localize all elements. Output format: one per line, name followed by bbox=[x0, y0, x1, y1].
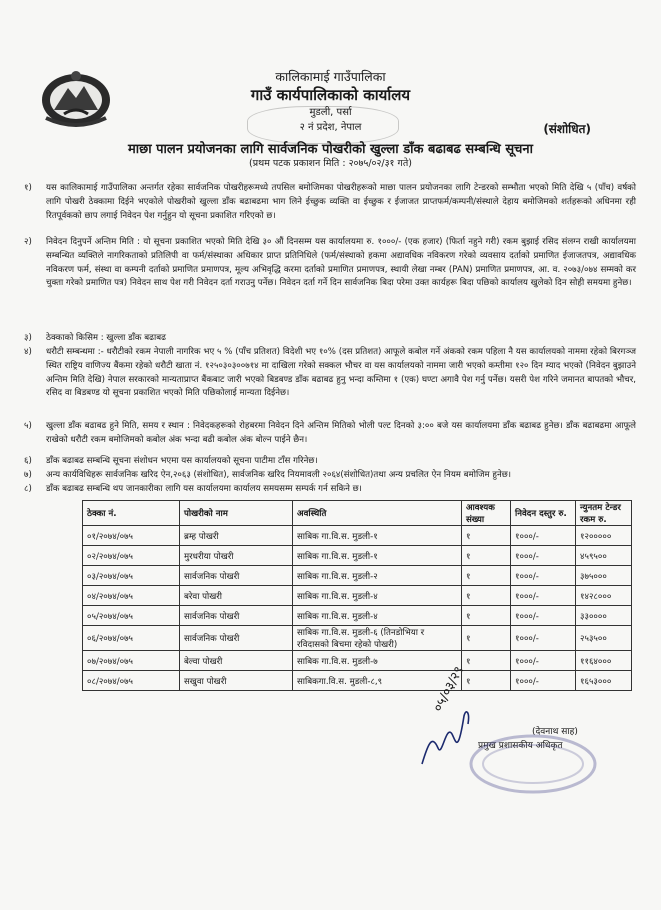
cell-min-amount: १६५३००० bbox=[576, 671, 632, 691]
cell-contract-no: ०४/२०७४/०७५ bbox=[83, 586, 180, 606]
cell-location: साबिक गा.वि.स. मुडली-७ bbox=[293, 651, 462, 671]
cell-min-amount: ३३०००० bbox=[576, 606, 632, 626]
cell-min-amount: १४२८००० bbox=[576, 586, 632, 606]
cell-location: साबिक गा.वि.स. मुडली-४ bbox=[293, 606, 462, 626]
cell-quantity: १ bbox=[462, 526, 511, 546]
cell-fee: १०००/- bbox=[511, 586, 576, 606]
cell-quantity: १ bbox=[462, 566, 511, 586]
cell-pond-name: सार्वजनिक पोखरी bbox=[180, 606, 293, 626]
cell-contract-no: ०८/२०७४/०७५ bbox=[83, 671, 180, 691]
table-row bbox=[83, 651, 632, 671]
cell-contract-no: ०७/२०७४/०७५ bbox=[83, 651, 180, 671]
cell-min-amount: २५३५०० bbox=[576, 626, 632, 651]
paragraph-number: २) bbox=[24, 237, 32, 247]
paragraph-3 bbox=[24, 332, 636, 346]
cell-quantity: १ bbox=[462, 626, 511, 651]
office-place: मुडली, पर्सा bbox=[309, 107, 352, 118]
cell-contract-no: ०६/२०७४/०७५ bbox=[83, 626, 180, 651]
cell-pond-name: सार्वजनिक पोखरी bbox=[180, 626, 293, 651]
col-header-contract-no: ठेक्का नं. bbox=[83, 501, 180, 526]
cell-location: साबिक गा.वि.स. मुडली-६ (तिनडोभिया र रविदासको बिचमा रहेको पोखरी) bbox=[293, 626, 462, 651]
paragraph-5 bbox=[24, 420, 636, 448]
table-row bbox=[83, 566, 632, 586]
cell-fee: १०००/- bbox=[511, 671, 576, 691]
cell-quantity: १ bbox=[462, 606, 511, 626]
cell-contract-no: ०२/२०७४/०७५ bbox=[83, 546, 180, 566]
municipality-name: कालिकामाई गाउँपालिका bbox=[275, 69, 386, 84]
table-row bbox=[83, 546, 632, 566]
cell-pond-name: मुरधरीया पोखरी bbox=[180, 546, 293, 566]
official-seal bbox=[468, 733, 598, 795]
paragraph-text: धरौटी सम्बन्धमा :- धरौटीको रकम नेपाली नागरिक भए ५ % (पाँच प्रतिशत) विदेशी भए १०% (दस प्रतिशत) आफूले कबोल गर्ने अंकको रकम पहिला नै यस कार्यालयको नाममा रहेको बिरगञ्ज स्थित राष्ट्रिय वाणिज्य बैंकमा रहेको धरौटी खाता नं. १२५०३०३००७१४ मा दाखिला गरेको सक्कल भौचर वा यस कार्यालयको नाममा जारी भएको कम्तीमा १२० दिन म्याद भएको (निवेदन बुझाउने अन्तिम मिति देखि) नेपाल सरकारको मान्यताप्राप्त बैंकबाट जारी भएको बिडबण्ड डाँक बढाबढ हुनु भन्दा कम्तिमा १ (एक) घण्टा अगावै पेश गर्नु पर्नेछ। यसरी पेश गरिने जमानत बापतको भौचर, रसिद वा बिडबण्ड यो सूचना प्रकाशित भएको मिति पछिकोलाई मान्यता दिईनेछ। bbox=[46, 347, 636, 399]
cell-min-amount: ११६४००० bbox=[576, 651, 632, 671]
cell-fee: १०००/- bbox=[511, 566, 576, 586]
col-header-fee: निवेदन दस्तुर रु. bbox=[511, 501, 576, 526]
paragraph-text: खुल्ला डाँक बढाबढ हुने मिति, समय र स्थान : निवेदकहरूको रोहबरमा निवेदन दिने अन्तिम मितिको भोली पल्ट दिनको ३:०० बजे यस कार्यालयमा डाँक बढाबढ हुनेछ। डाँक बढाबढमा आफूले राखेको धरौटी रकम बमोजिमको कबोल अंक भन्दा बढी कबोल अंक बोल्न पाईने छैन। bbox=[46, 421, 636, 445]
cell-location: साबिक गा.वि.स. मुडली-२ bbox=[293, 566, 462, 586]
paragraph-number: ८) bbox=[24, 484, 32, 494]
paragraph-text: ठेक्काको किसिम : खुल्ला डाँक बढाबढ bbox=[46, 333, 166, 343]
paragraph-text: डाँक बढाबढ सम्बन्धि थप जानकारीका लागि यस कार्यालयमा कार्यालय समयसम्म सम्पर्क गर्न सकिने छ। bbox=[46, 484, 362, 494]
cell-min-amount: ३७५००० bbox=[576, 566, 632, 586]
table-row bbox=[83, 586, 632, 606]
paragraph-6 bbox=[24, 455, 636, 469]
cell-quantity: १ bbox=[462, 671, 511, 691]
paragraph-8 bbox=[24, 483, 636, 497]
table-header-row bbox=[83, 501, 632, 526]
office-name: गाउँ कार्यपालिकाको कार्यालय bbox=[250, 86, 411, 104]
paragraph-number: ६) bbox=[24, 456, 32, 466]
paragraph-2 bbox=[24, 236, 636, 291]
notice-title: माछा पालन प्रयोजनका लागि सार्वजनिक पोखरीको खुल्ला डाँक बढाबढ सम्बन्धि सूचना bbox=[128, 142, 533, 157]
table-row bbox=[83, 606, 632, 626]
cell-pond-name: सखुवा पोखरी bbox=[180, 671, 293, 691]
cell-quantity: १ bbox=[462, 546, 511, 566]
cell-fee: १०००/- bbox=[511, 526, 576, 546]
cell-min-amount: ४५९५०० bbox=[576, 546, 632, 566]
pond-table bbox=[82, 500, 632, 691]
cell-pond-name: ब्रम्ह पोखरी bbox=[180, 526, 293, 546]
paragraph-text: निवेदन दिनुपर्ने अन्तिम मिति : यो सूचना प्रकाशित भएको मिति देखि ३० औं दिनसम्म यस कार्यालयमा रु. १०००/- (एक हजार) (फिर्ता नहुने गरी) रकम बुझाई रसिद संलग्न राखी कार्यालयमा सम्बन्धित व्यक्तिले नागरिकताको प्रतिलिपी वा फर्म/संस्थाका अधिकार प्राप्त प्रतिनिधिले (फर्म/संस्थाको हकमा अद्यावधिक नविकरण गरेको व्यवसाय दर्ताको प्रमाणित ईजाजतपत्र, अद्यावधिक नविकरण फर्म, संस्था वा कम्पनी दर्ताको प्रमाणित प्रमाणपत्र, मूल्य अभिवृद्धि करमा दर्ताको प्रमाणित प्रमाणपत्र, स्थायी लेखा नम्बर (PAN) प्रमाणित प्रमाणपत्र, आ. व. २०७३/०७४ सम्मको कर चुक्ता गरेको प्रमाणित पत्र) निवेदन साथ पेश गरी निवेदन दर्ता गराउनु पर्नेछ। निवेदन दर्ता गर्ने दिन सार्वजनिक बिदा परेमा उक्त कार्यहरू बिदा पछिको कार्यालय खुलेको दिन सोही समयमा हुनेछ। bbox=[46, 237, 636, 289]
cell-fee: १०००/- bbox=[511, 651, 576, 671]
table-row bbox=[83, 626, 632, 651]
signatory-name: (देवनाथ साह) bbox=[532, 727, 578, 737]
paragraph-number: ७) bbox=[24, 470, 32, 480]
paragraph-number: ४) bbox=[24, 347, 32, 357]
paragraph-text: यस कालिकामाई गाउँपालिका अन्तर्गत रहेका सार्वजनिक पोखरीहरूमध्ये तपसिल बमोजिमका पोखरीहरूको माछा पालन प्रयोजनका लागि टेन्डरको सम्भौता भएको मिति देखि ५ (पाँच) वर्षको लागि पोखरी ठेक्कामा दिईने भएकोले पोखरीको खुल्ला डाँक बढाबढमा भाग लिने ईच्छुक व्यक्ति वा ईच्छुक र ईजाजत प्राप्तफर्म/कम्पनी/संस्थाले देहाय बमोजिमको शर्तहरूको अधिनमा रही रितपूर्वकको छाप लगाई निवेदन पेश गर्नुहुन यो सूचना प्रकाशित गरिएको छ। bbox=[46, 183, 636, 221]
cell-fee: १०००/- bbox=[511, 546, 576, 566]
cell-pond-name: बेल्वा पोखरी bbox=[180, 651, 293, 671]
cell-contract-no: ०५/२०७४/०७५ bbox=[83, 606, 180, 626]
col-header-min-amount: न्युनतम टेन्डर रकम रु. bbox=[576, 501, 632, 526]
paragraph-number: ३) bbox=[24, 333, 32, 343]
paragraph-1 bbox=[24, 182, 636, 223]
cell-fee: १०००/- bbox=[511, 626, 576, 651]
cell-location: साबिक गा.वि.स. मुडली-४ bbox=[293, 586, 462, 606]
paragraph-text: अन्य कार्यविधिहरू सार्वजनिक खरिद ऐन,२०६३ (संशोधित), सार्वजनिक खरिद नियमावली २०६४(संशोधित)तथा अन्य प्रचलित ऐन नियम बमोजिम हुनेछ। bbox=[46, 470, 512, 480]
cell-quantity: १ bbox=[462, 651, 511, 671]
col-header-pond-name: पोखरीको नाम bbox=[180, 501, 293, 526]
cell-fee: १०००/- bbox=[511, 606, 576, 626]
cell-location: साबिक गा.वि.स. मुडली-१ bbox=[293, 526, 462, 546]
office-province: २ नं प्रदेश, नेपाल bbox=[299, 122, 362, 133]
cell-min-amount: १२००००० bbox=[576, 526, 632, 546]
cell-quantity: १ bbox=[462, 586, 511, 606]
table-row bbox=[83, 526, 632, 546]
paragraph-number: १) bbox=[24, 183, 32, 193]
paragraph-number: ५) bbox=[24, 421, 32, 431]
paragraph-4 bbox=[24, 346, 636, 401]
signature-date: ०५/०३/२९ bbox=[430, 663, 468, 715]
notice-subtitle: (प्रथम पटक प्रकाशन मिति : २०७५/०२/३१ गते) bbox=[249, 158, 412, 169]
col-header-location: अवस्थिति bbox=[293, 501, 462, 526]
paragraph-7 bbox=[24, 469, 636, 483]
cell-pond-name: सार्वजनिक पोखरी bbox=[180, 566, 293, 586]
signatory-designation: प्रमुख प्रशासकीय अधिकृत bbox=[478, 741, 563, 751]
cell-location: साबिकगा.वि.स. मुडली-८,९ bbox=[293, 671, 462, 691]
revised-label: (संशोधित) bbox=[543, 122, 591, 136]
cell-pond-name: बरेवा पोखरी bbox=[180, 586, 293, 606]
cell-contract-no: ०३/२०७४/०७५ bbox=[83, 566, 180, 586]
cell-location: साबिक गा.वि.स. मुडली-१ bbox=[293, 546, 462, 566]
table-row bbox=[83, 671, 632, 691]
paragraph-text: डाँक बढाबढ सम्बन्धि सूचना संशोधन भएमा यस कार्यालयको सूचना पाटीमा टाँस गरिनेछ। bbox=[46, 456, 318, 466]
col-header-quantity: आवश्यक संख्या bbox=[462, 501, 511, 526]
cell-contract-no: ०१/२०७४/०७५ bbox=[83, 526, 180, 546]
